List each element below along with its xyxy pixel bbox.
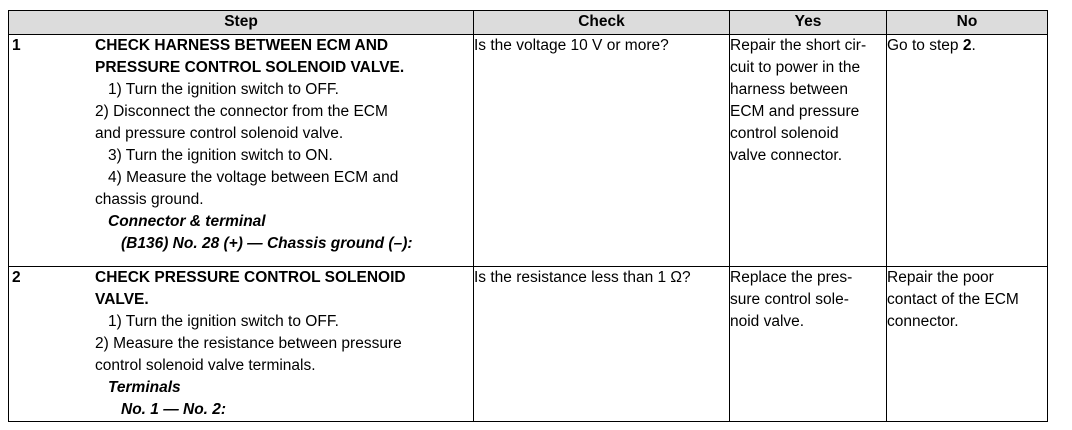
header-check: Check: [474, 11, 730, 35]
step-body: [95, 267, 473, 421]
no-line: connector.: [887, 313, 959, 330]
spec-value: No. 1 — No. 2:: [121, 401, 227, 418]
step-title-line: CHECK HARNESS BETWEEN ECM AND: [95, 37, 389, 54]
instruction-line: 4) Measure the voltage between ECM and: [108, 169, 399, 186]
header-no: No: [887, 11, 1048, 35]
yes-line: valve connector.: [730, 147, 843, 164]
no-cell: [887, 267, 1048, 422]
step-body: [95, 35, 473, 255]
check-cell: Is the voltage 10 V or more?: [474, 35, 730, 267]
yes-cell: [730, 267, 887, 422]
yes-line: ECM and pressure: [730, 103, 860, 120]
step-title-line: CHECK PRESSURE CONTROL SOLENOID: [95, 269, 406, 286]
no-step-ref: 2: [962, 37, 972, 54]
yes-line: noid valve.: [730, 313, 805, 330]
header-yes: Yes: [730, 11, 887, 35]
yes-cell: [730, 35, 887, 267]
instruction-line: control solenoid valve terminals.: [95, 357, 316, 374]
spec-value: (B136) No. 28 (+) — Chassis ground (–):: [121, 235, 413, 252]
yes-line: Repair the short cir-: [730, 37, 867, 54]
instruction-line: 1) Turn the ignition switch to OFF.: [108, 81, 339, 98]
no-text: Go to step: [887, 37, 963, 54]
yes-line: sure control sole-: [730, 291, 849, 308]
step-title-line: PRESSURE CONTROL SOLENOID VALVE.: [95, 59, 405, 76]
header-step: Step: [9, 11, 474, 35]
no-text-suffix: .: [971, 37, 976, 54]
yes-line: harness between: [730, 81, 849, 98]
header-row: [9, 11, 1048, 35]
instruction-line: 2) Measure the resistance between pressure: [95, 335, 402, 352]
no-cell: [887, 35, 1048, 267]
no-line: contact of the ECM: [887, 291, 1019, 308]
instruction-line: and pressure control solenoid valve.: [95, 125, 344, 142]
step-number: 2: [12, 269, 21, 286]
step-cell: [9, 267, 474, 422]
instruction-line: chassis ground.: [95, 191, 204, 208]
step-title-line: VALVE.: [95, 291, 149, 308]
yes-line: control solenoid: [730, 125, 839, 142]
spec-label: Connector & terminal: [108, 213, 266, 230]
step-cell: [9, 35, 474, 267]
yes-line: Replace the pres-: [730, 269, 853, 286]
table-row: [9, 267, 1048, 422]
instruction-line: 2) Disconnect the connector from the ECM: [95, 103, 388, 120]
spec-label: Terminals: [108, 379, 181, 396]
check-cell: Is the resistance less than 1 Ω?: [474, 267, 730, 422]
no-line: Repair the poor: [887, 269, 994, 286]
instruction-line: 1) Turn the ignition switch to OFF.: [108, 313, 339, 330]
table-row: [9, 35, 1048, 267]
step-number: 1: [12, 37, 21, 54]
diagnostic-table: [8, 10, 1048, 422]
yes-line: cuit to power in the: [730, 59, 861, 76]
instruction-line: 3) Turn the ignition switch to ON.: [108, 147, 333, 164]
